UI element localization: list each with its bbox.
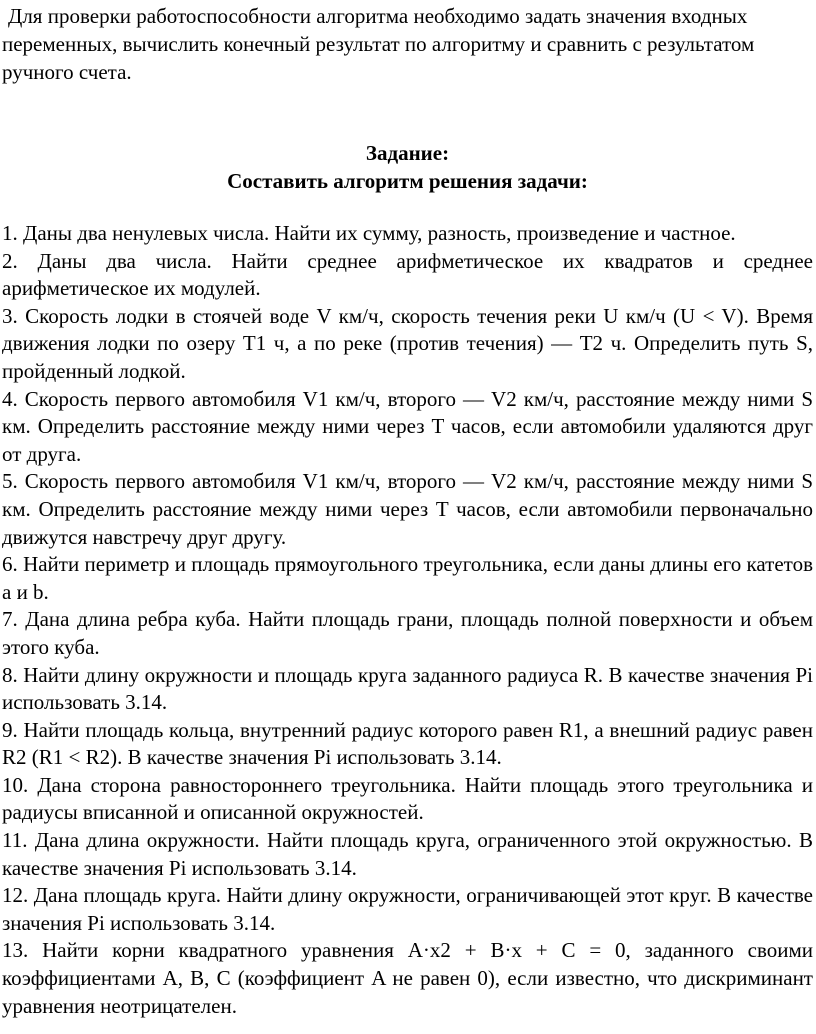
task-item: 5. Скорость первого автомобиля V1 км/ч, второго — V2 км/ч, расстояние между ними S км. Определить расстояние между ними через T часов, если автомобили первоначально движутся навстречу друг другу. xyxy=(2,469,813,549)
task-item: 6. Найти периметр и площадь прямоугольного треугольника, если даны длины его катетов a и b. xyxy=(2,552,813,604)
task-item: 4. Скорость первого автомобиля V1 км/ч, второго — V2 км/ч, расстояние между ними S км. Определить расстояние между ними через T часов, если автомобили удаляются друг от друга. xyxy=(2,386,813,466)
task-item: 13. Найти корни квадратного уравнения A·x2 + B·x + C = 0, заданного своими коэффициентами A, B, C (коэффициент A не равен 0), если известно, что дискриминант уравнения неотрицателен. xyxy=(2,938,813,1018)
task-item: 10. Дана сторона равностороннего треугольника. Найти площадь этого треугольника и радиусы вписанной и описанной окружностей. xyxy=(2,772,813,825)
task-item: 12. Дана площадь круга. Найти длину окружности, ограничивающей этот круг. В качестве значения Pi использовать 3.14. xyxy=(2,883,813,935)
task-item: 7. Дана длина ребра куба. Найти площадь грани, площадь полной поверхности и объем этого куба. xyxy=(2,607,813,659)
task-item: 3. Скорость лодки в стоячей воде V км/ч, скорость течения реки U км/ч (U < V). Время движения лодки по озеру T1 ч, а по реке (против течения) — T2 ч. Определить путь S, пройденный лодкой. xyxy=(2,303,813,383)
task-item: 2. Даны два числа. Найти среднее арифметическое их квадратов и среднее арифметическое их модулей. xyxy=(2,248,813,301)
heading-subtitle: Составить алгоритм решения задачи: xyxy=(227,169,588,193)
task-item: 11. Дана длина окружности. Найти площадь круга, ограниченного этой окружностью. В качестве значения Pi использовать 3.14. xyxy=(2,828,813,880)
intro-paragraph: Для проверки работоспособности алгоритма необходимо задать значения входных переменных, вычислить конечный результат по алгоритму и сравнить с результатом ручного счета. xyxy=(2,4,755,84)
task-item: 9. Найти площадь кольца, внутренний радиус которого равен R1, а внешний радиус равен R2 (R1 < R2). В качестве значения Pi использовать 3.14. xyxy=(2,717,813,770)
task-item: 1. Даны два ненулевых числа. Найти их сумму, разность, произведение и частное. xyxy=(2,221,736,245)
task-heading xyxy=(2,139,813,195)
heading-title: Задание: xyxy=(365,141,450,165)
task-list xyxy=(2,220,813,1020)
task-item: 8. Найти длину окружности и площадь круга заданного радиуса R. В качестве значения Pi использовать 3.14. xyxy=(2,662,813,715)
